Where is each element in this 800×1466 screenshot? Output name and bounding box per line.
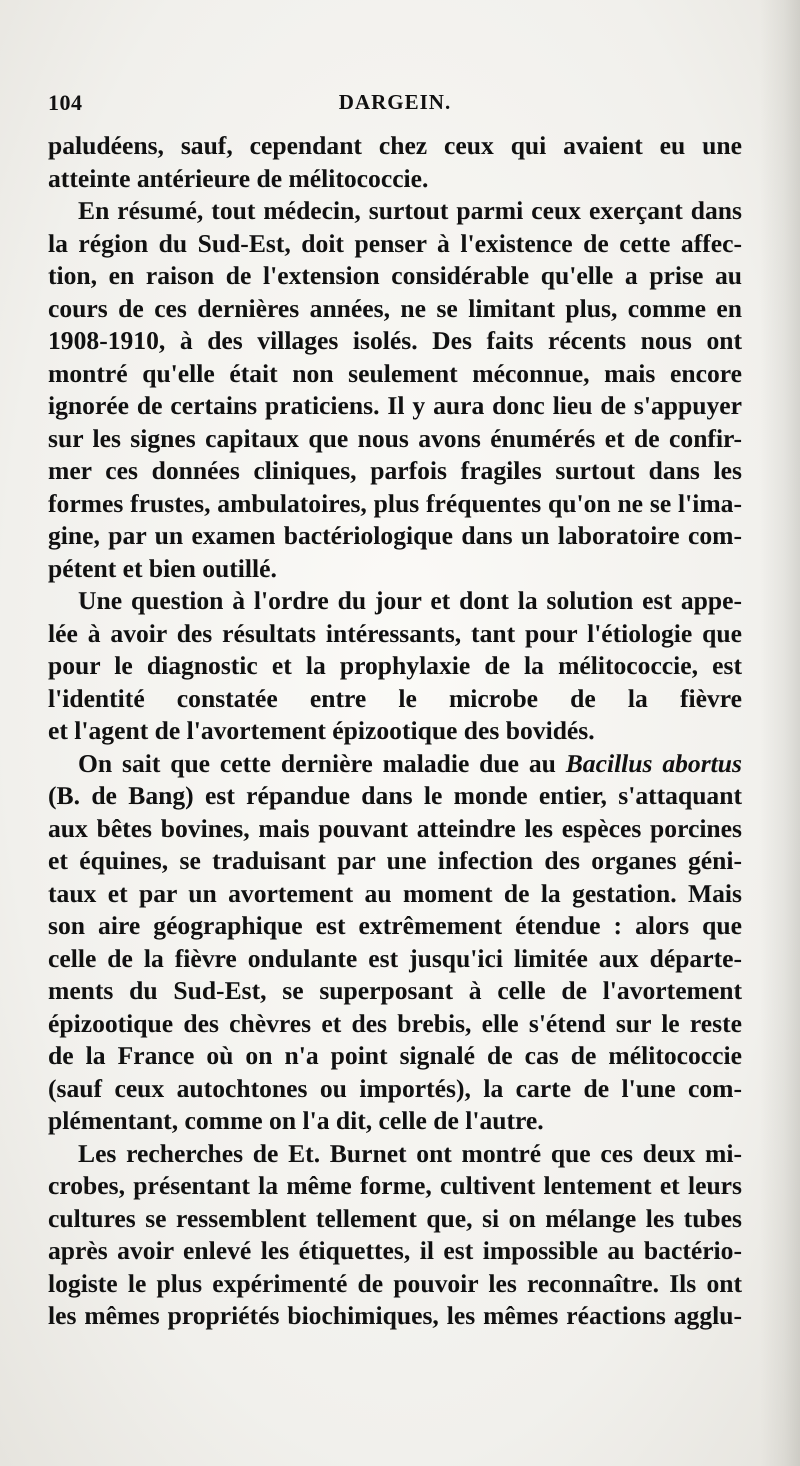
text-line: tion, en raison de l'extension considérable qu'elle a prise au xyxy=(48,261,742,290)
text-line: les mêmes propriétés biochimiques, les mêmes réactions agglu- xyxy=(48,1301,742,1330)
paragraph xyxy=(48,748,742,1138)
text-line: de la France où on n'a point signalé de cas de mélitococcie xyxy=(48,1041,742,1070)
text-line: après avoir enlevé les étiquettes, il est impossible au bactério- xyxy=(48,1236,742,1265)
text-line: formes frustes, ambulatoires, plus fréquentes qu'on ne se l'ima- xyxy=(48,488,742,518)
text-line: paludéens, sauf, cependant chez ceux qui avaient eu une xyxy=(48,131,742,160)
text-line: atteinte antérieure de mélitococcie. xyxy=(48,163,429,193)
text-run: On sait que cette dernière maladie due au xyxy=(78,748,566,778)
text-line: épizootique des chèvres et des brebis, elle s'étend sur le reste xyxy=(48,1008,742,1038)
text-line: lée à avoir des résultats intéressants, tant pour l'étiologie que xyxy=(48,618,742,648)
text-line xyxy=(48,748,742,781)
text-line: sur les signes capitaux que nous avons énumérés et de confir- xyxy=(48,423,742,453)
text-line: Les recherches de Et. Burnet ont montré que ces deux mi- xyxy=(78,1138,742,1168)
text-line: gine, par un examen bactériologique dans un laboratoire com- xyxy=(48,521,742,550)
paragraph xyxy=(48,195,742,585)
text-line: taux et par un avortement au moment de la gestation. Mais xyxy=(48,878,742,908)
text-line: cultures se ressemblent tellement que, si on mélange les tubes xyxy=(48,1203,742,1233)
paragraph xyxy=(48,585,742,748)
text-line: et l'agent de l'avortement épizootique des bovidés. xyxy=(48,716,595,745)
paragraph xyxy=(48,130,742,195)
text-line: son aire géographique est extrêmement étendue : alors que xyxy=(48,911,742,940)
text-line: En résumé, tout médecin, surtout parmi ceux exerçant dans xyxy=(78,196,742,225)
text-line: crobes, présentant la même forme, cultivent lentement et leurs xyxy=(48,1171,742,1200)
text-line: pour le diagnostic et la prophylaxie de la mélitococcie, est xyxy=(48,651,742,680)
text-line: 1908-1910, à des villages isolés. Des faits récents nous ont xyxy=(48,326,742,355)
text-line: (sauf ceux autochtones ou importés), la carte de l'une com- xyxy=(48,1073,742,1103)
body-text xyxy=(48,130,742,1333)
text-line: montré qu'elle était non seulement méconnue, mais encore xyxy=(48,358,742,388)
page-header xyxy=(48,86,742,120)
page-number: 104 xyxy=(48,90,83,115)
running-head: DARGEIN. xyxy=(338,90,452,114)
text-line: (B. de Bang) est répandue dans le monde entier, s'attaquant xyxy=(48,781,742,810)
text-line: l'identité constatée entre le microbe de la fièvre xyxy=(48,683,742,713)
text-line: ignorée de certains praticiens. Il y aura donc lieu de s'appuyer xyxy=(48,391,742,420)
text-line: et équines, se traduisant par une infection des organes géni- xyxy=(48,846,742,875)
text-line: logiste le plus expérimenté de pouvoir les reconnaître. Ils ont xyxy=(48,1268,742,1298)
text-line: mer ces données cliniques, parfois fragiles surtout dans les xyxy=(48,456,742,485)
text-line: cours de ces dernières années, ne se limitant plus, comme en xyxy=(48,293,742,323)
text-line: plémentant, comme on l'a dit, celle de l'autre. xyxy=(48,1106,544,1135)
italic-species-name: Bacillus abortus xyxy=(565,748,742,778)
text-line: aux bêtes bovines, mais pouvant atteindre les espèces porcines xyxy=(48,813,742,843)
page-edge-shadow xyxy=(760,0,800,1466)
text-line: ments du Sud-Est, se superposant à celle de l'avortement xyxy=(48,976,742,1005)
text-line: celle de la fièvre ondulante est jusqu'ici limitée aux départe- xyxy=(48,943,742,973)
text-line: la région du Sud-Est, doit penser à l'existence de cette affec- xyxy=(48,228,742,258)
text-line: Une question à l'ordre du jour et dont la solution est appe- xyxy=(78,586,742,615)
text-line: pétent et bien outillé. xyxy=(48,553,277,583)
paragraph xyxy=(48,1138,742,1333)
